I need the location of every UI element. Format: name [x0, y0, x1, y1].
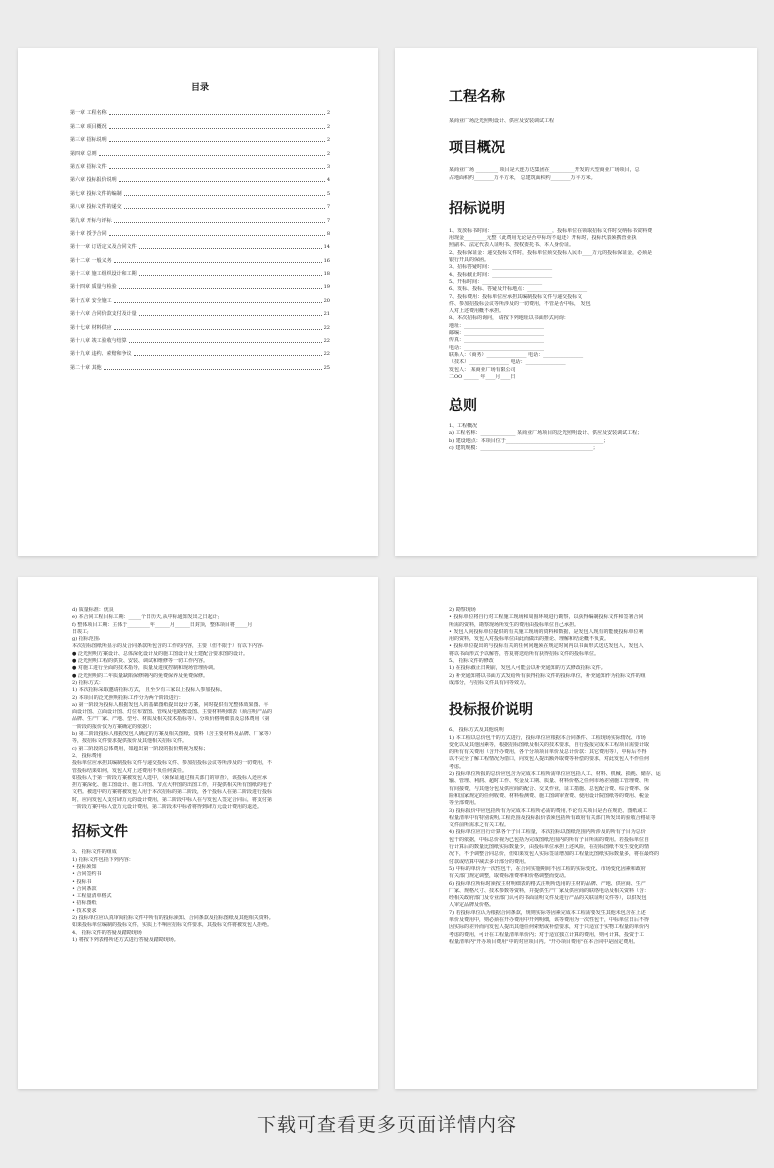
text-line: 照副本、法定代表人证明书、授权委托书、本人身份证。 [449, 242, 575, 249]
text-line: 时，应向发包人支付肆万元的设计费用，第二阶段中标人在与发包人签定合同后，将支付第 [72, 796, 273, 803]
toc-entry-page: 2 [326, 123, 330, 130]
heading-overview: 项目概况 [449, 140, 505, 157]
text-line: 投标单位应承担其编制投标文件与递交投标文件、参加招投标会议等所涉及的一切费用，不 [72, 760, 273, 767]
text-line: 7) 若投标单位认为根据合同条款，规则实际等因素完成本工程需要发生其他未包含在上述 [449, 909, 646, 916]
text-line: （技术）________________ 电话：________________ [449, 359, 566, 366]
overview-text [449, 167, 705, 182]
general-text [449, 423, 705, 452]
text-line: 成部分，与招标文件具有同等效力。 [449, 679, 530, 686]
text-line: 品牌、生产厂家、产地、型号、材质及相关技术指标等）、分项价格明细表及总体费用（第 [72, 716, 270, 723]
text-line: 二OO ______ 年____月____日 [449, 373, 516, 380]
text-line: 1、发放标书时间：________________________，投标单位在领取招标文件时交纳标书资料费 [449, 227, 653, 234]
toc-entry-page: 16 [323, 257, 330, 264]
toc-entry-page: 2 [326, 150, 330, 157]
text-line: 占地面积约________万平方米， 总建筑面积约________万平方米。 [449, 174, 596, 181]
toc-entry-label: 第十章 授予合同 [70, 230, 107, 237]
toc-leader-dots [139, 248, 322, 249]
toc-entry-label: 第十八章 竣工验收与结算 [70, 338, 127, 345]
text-line: 1) 招标文件包括下列内容： [72, 856, 134, 863]
text-line: 考虑。 [449, 763, 465, 770]
toc-entry-page: 25 [323, 364, 330, 371]
page-4 [395, 577, 757, 1089]
toc-entry-label: 第十七章 材料供应 [70, 324, 112, 331]
toc-leader-dots [119, 288, 322, 289]
toc-leader-dots [119, 181, 325, 182]
text-line: • 合同签约书 [72, 871, 102, 878]
text-line: 文档。被选中的方案将被发包人用于本次招标的第二阶段，各个投标人在第二阶段进行投标 [72, 789, 273, 796]
text-line: 文件前所需求之有关工程。 [449, 822, 510, 829]
toc-entry-label: 第十六章 合同价款支付及计量 [70, 311, 137, 318]
text-line: e) 本合同工程目标工期：_____个日历天,从中标通知发出之日起计; [72, 614, 220, 621]
text-line: 6) 投标单位所标时须按主材明细表的格式注明所选用的主材的品牌、产地、供应商、生产 [449, 880, 646, 887]
text-line: 2、 投标费用 [72, 752, 102, 759]
text-line: 4) 投标单位应自行计算各个子目工程量，本次招标以图纸范围内所涉及的所有子目为总价 [449, 829, 646, 836]
text-line: 某商业广场 _________ 项目是大连万达集团在__________开发的大型商业广场项目，总 [449, 167, 640, 174]
text-line: 传真：________________________________ [449, 337, 545, 344]
text-line: b) 第二阶段投标人根据发包人确定的方案及相关图纸、资料（含主要材料及品牌、厂家等） [72, 731, 274, 738]
toc-leader-dots [114, 262, 322, 263]
toc-entry[interactable] [70, 197, 330, 210]
text-line: 以不完全了解工程情况为借口，向发包人提出额外取费等补偿的要求，对此发包人不作任何 [449, 756, 650, 763]
toc-entry-label: 第十二章 一般义务 [70, 257, 112, 264]
text-line: c) 建筑规模：_____________________________________________； [449, 445, 598, 452]
text-line: 1) 本工程以总价包干的方式进行，投标单位应根据本合同条件、工程现场实际情况、市场 [449, 734, 646, 741]
text-line: 银行开具的保函。 [449, 257, 490, 264]
text-line: g) 招标范围: [72, 636, 101, 643]
text-line: 电话：________________________________ [449, 344, 545, 351]
toc-entry[interactable] [70, 224, 330, 237]
toc-leader-dots [109, 141, 325, 142]
text-line: d) 质量标准：优良 [72, 607, 114, 613]
toc-entry-label: 第十三章 施工组织设计和工期 [70, 271, 137, 278]
text-line: 单价及费用中，则必须在开办费用中开列明细，该等费用为一次性包干，中标单位日后不得 [449, 916, 650, 923]
text-line: 用现金_________元整（此费用无论是否中标均不退还）开标时，投标代表须携营业执 [449, 235, 637, 242]
text-line: 有关部门规定调整，取费标准费率和价格调整而变动。 [449, 873, 570, 880]
text-line: • 工程量清单格式 [72, 893, 112, 900]
text-line: 4、投标截止时间：________________________ [449, 271, 553, 278]
text-line: • 合同条款 [72, 885, 97, 892]
text-line: 付款或结算中减去多计部分的费用。 [449, 858, 530, 865]
toc-entry[interactable] [70, 304, 330, 317]
text-line: 5、开标时间：________________________ [449, 278, 543, 285]
page-4-body-text [449, 607, 705, 687]
toc-entry-page: 22 [323, 324, 330, 331]
toc-entry-page: 21 [323, 311, 330, 318]
toc-entry[interactable] [70, 210, 330, 223]
toc-entry-page: 7 [326, 204, 330, 211]
text-line: • 投标须知 [72, 863, 97, 870]
toc-entry[interactable] [70, 264, 330, 277]
toc-entry-page: 8 [326, 230, 330, 237]
text-line: ● 对施工进行全面的技术指导，质量及进度控制和现场管理协调。 [72, 665, 218, 672]
toc-entry-page: 3 [326, 163, 330, 170]
text-line: • 技术要求 [72, 907, 97, 914]
text-line: 等全部费用。 [449, 800, 480, 807]
toc-entry-label: 第五章 招标文件 [70, 163, 107, 170]
toc-entry[interactable] [70, 290, 330, 303]
toc-entry[interactable] [70, 277, 330, 290]
toc-entry-page: 18 [323, 271, 330, 278]
toc-entry-label: 第十五章 安全施工 [70, 297, 112, 304]
text-line: • 发包人向投标单位提供的有关施工现场的资料和数据，是发包人现有的能使投标单位利 [449, 628, 644, 635]
toc-entry[interactable] [70, 317, 330, 330]
toc-entry-label: 第六章 投标报价说明 [70, 177, 117, 184]
text-line: 一阶段方案中标人壹万元设计费用，第二阶段未中标者将得到肆万元设计费用的退还。 [72, 804, 263, 811]
text-line: 2) 补充通知将以书面方式发给所有获得招标文件的投标单位，补充通知作为招标文件的组 [449, 672, 646, 679]
toc-entry[interactable] [70, 116, 330, 129]
text-line: 用的资料，发包人对投标单位由此而做出的推论、理解和结论概不负责。 [449, 636, 610, 643]
toc-entry[interactable] [70, 143, 330, 156]
text-line: 的所有有关费用（含开办费用，各个分项项目单价及总计价款：其它费用等），中标后不得 [449, 749, 647, 756]
text-line: 4、 招标文件的答疑及踏勘现场 [72, 929, 142, 936]
text-line: 面设计图、立面设计图、灯位布置图、管线及电路敷设图、主要材料明细表（须注明产品的 [72, 709, 273, 716]
text-line: 日竣工; [72, 628, 89, 635]
toc-entry-label: 第一章 工程名称 [70, 110, 107, 117]
text-line: 发包人： 某商业广场有限公司 [449, 366, 516, 373]
toc-leader-dots [109, 235, 325, 236]
toc-title: 目录 [190, 83, 209, 93]
toc-entry-label: 第十九章 违约、索赔和争议 [70, 351, 132, 358]
text-line: 等，按招标文件要求提供报价及其他相关招标文件。 [72, 738, 188, 745]
text-line: ● 泛光照明工程的供货、安装、调试和维修等一切工作内容。 [72, 658, 208, 665]
text-line: a) 第一阶段为投标人根据发包人的基础图纸提出设计方案，同时提供有光整体效果图、平 [72, 701, 269, 708]
text-line: 3) 投标报价中应包括所有为完成本工程所必需的费用,不论有关项目是否在规范、图纸或工 [449, 807, 648, 814]
text-line: 将以书面形式予以解答，答复将送给所有获得招标文件的投标单位。 [449, 650, 600, 657]
text-line: 2) 本项目的泛光照明招标工作分为两个阶段进行： [72, 694, 184, 701]
toc-entry-label: 第九章 开标与评标 [70, 217, 112, 224]
toc-leader-dots [124, 208, 325, 209]
text-line: 2) 投标单位应认真审阅招标文件中所有的投标须知、合同条款及招标图纸及其他相关资料。 [72, 914, 274, 921]
text-line: 一阶段的报价仅为方案确定的依据）； [72, 723, 155, 730]
text-line: 6、发标、投标、答疑及开标地点：________________________ [449, 286, 588, 293]
text-line: 件、参加招投标会议等所涉及的一切费用，不管是否中标， 发包 [449, 300, 591, 307]
text-line: 因实际的差异而向发包人提出其他任何索赔或补偿要求，对于只适宜于实物工程量的单价内 [449, 924, 650, 931]
text-line: ● 泛光照明方案设计、总体深化设计及的施工图设计及土建配合要求图的设计。 [72, 650, 248, 657]
toc-entry-page: 7 [326, 217, 330, 224]
text-line: b) 建设地点：本项目位于_______________________________________； [449, 437, 609, 444]
text-line: 1、工程概况 [449, 423, 478, 430]
toc-leader-dots [99, 155, 325, 156]
text-line: 5、 招标文件的修改 [449, 658, 494, 665]
page-toc [18, 48, 378, 556]
text-line: 2) 投标单位所报的总价应包含为完成本工程所需单位应包括人工、材料、机械、损耗、储存、运 [449, 771, 661, 778]
toc-entry[interactable] [70, 331, 330, 344]
text-line: 输、管理、利润、超时工作、奖金及工期、质量、材料价格之任何市场差别施工管理费、所 [449, 778, 650, 785]
text-line: 人对上述费用概不承担。 [449, 308, 505, 315]
toc-leader-dots [124, 195, 325, 196]
text-line: 行计算后的数量比图纸实际数量少，由投标单位承担上述风险，在招标图纸不发生变化的情 [449, 844, 650, 851]
text-line: f) 整体项目工期：主体于_________年______月______日封顶，整体项目将_____月 [72, 621, 253, 628]
toc-entry-page: 20 [323, 297, 330, 304]
text-line: 程量清单中有特别说明,工程范围及投标报价表须包括所有政府有关部门所发出的验收合格证等 [449, 814, 656, 821]
bid-instructions-text [449, 228, 705, 381]
text-line: 邮编：________________________________ [449, 330, 545, 337]
quote-instructions-text [449, 727, 705, 946]
toc-leader-dots [129, 342, 322, 343]
toc-entry[interactable] [70, 357, 330, 370]
text-line: 地址：________________________________ [449, 322, 545, 329]
text-line: • 投标书 [72, 878, 92, 885]
page-2 [395, 48, 757, 556]
project-name-text: 某商业广场泛光照明设计、供应及安装调试工程 [449, 118, 555, 124]
heading-quote-instructions: 投标报价说明 [449, 702, 533, 719]
toc-entry-label: 第四章 总则 [70, 150, 97, 157]
toc-entry-label: 第十四章 质量与检验 [70, 284, 117, 291]
text-line: 1) 将按下列表格所述方式进行答疑及踏勘现场。 [72, 936, 179, 943]
toc-leader-dots [114, 222, 325, 223]
toc-leader-dots [114, 329, 322, 330]
toc-leader-dots [109, 114, 325, 115]
toc-entry-label: 第十一章 订语定义及合同文件 [70, 244, 137, 251]
toc-entry-page: 19 [323, 284, 330, 291]
heading-tender-documents: 招标文件 [72, 824, 128, 841]
text-line: 包干的依据，中标总价视为已包括为完成图纸范围内的所有子目所需的费用。若投标单位自 [449, 836, 650, 843]
text-line: 有间接费，与其他分包及供应商的配合、交叉作业，证工措施、总包配合费、综合费率、保 [449, 785, 650, 792]
text-line: 2、投标保证金：递交投标文件时，投标单位须交投标人民币____万元的投标保证金，必须是 [449, 249, 653, 256]
text-line: • 投标单位提出的与投标有关的任何问题须在规定时间内以书面形式送达发包人，发包人 [449, 643, 644, 650]
toc-entry[interactable] [70, 103, 330, 116]
text-line: 6、 投标方式及其他说明 [449, 727, 504, 734]
page-3 [18, 577, 378, 1089]
page-3-body-text [72, 607, 338, 811]
toc-entry-page: 2 [326, 137, 330, 144]
text-line: • 投标单位将自行对工程施工现场和周围环境进行勘察，以获得编制投标文件和签署合同 [449, 614, 644, 621]
text-line: 经相关政府部门及专业部门认可的书面证明文件及进行产品的关联证明文件等），以供发包 [449, 895, 647, 902]
text-line: 3、招标答疑时间：________________________ [449, 264, 553, 271]
text-line: 3、 招标文件的组成 [72, 849, 117, 856]
toc-entry-page: 22 [323, 351, 330, 358]
text-line: 管投标结果如何，发包人对上述费用不负任何责任。 [72, 767, 188, 774]
text-line: ● 泛光照明的二年质量缺陷保修期内的免费保养及免费保修。 [72, 672, 208, 679]
download-more-footer[interactable]: 下载可查看更多页面详情内容 [256, 1114, 517, 1136]
text-line: 1) 本次招标采取邀请招标方式， 且至少有三家以上投标人参加投标。 [72, 687, 226, 694]
text-line: 5) 中标的单价为一次性包干，在合同实施期间不因工程的实际变化、市场变化因素和政府 [449, 865, 646, 872]
toc-entry-page: 5 [326, 190, 330, 197]
text-line: a) 工程名称：______________ 某商业广场项目的泛光照明设计、供应及安装调试工程； [449, 430, 643, 437]
toc-entry[interactable] [70, 237, 330, 250]
toc-leader-dots [139, 275, 322, 276]
text-line: 厂家、规格尺寸、技术参数等资料，并提供生产厂家及供应商的联络电话及相关资料（含： [449, 887, 650, 894]
heading-project-name: 工程名称 [449, 89, 505, 105]
toc-entry-label: 第二十章 其他 [70, 364, 102, 371]
text-line: 1) 在投标截止日期前，发包人可能会以补充通知的方式修改招标文件。 [449, 665, 606, 672]
text-line: 考虑的费用，可计在工程量清单单价内；对于适宜独立计算的费用，则可计算，投资于工 [449, 931, 645, 938]
text-line: 况下，不予调整合同总价，但如果发包人实际签证增加的工程量比图纸实际数量多，将在最终的 [449, 851, 660, 858]
text-line: 联系人：（商务）________________ 电话：________________ [449, 351, 584, 358]
toc-entry[interactable] [70, 170, 330, 183]
text-line: 如投标人于第一阶段方案被发包人选中，（须保证通过相关部门的审查），该投标人还应承 [72, 774, 268, 781]
toc-entry-label: 第二章 项目概况 [70, 123, 107, 130]
text-line: 本次招标图纸所显示的及合同条款所包含的工作的内容，主要（但不限于）有以下内容: [72, 643, 264, 650]
text-line: 2) 勘察现场 [449, 607, 476, 613]
text-line: 所需的资料，勘察现场所发生的费用由投标单位自己承担。 [449, 621, 580, 628]
text-line: c) 第二阶段的总体费用，如超出第一阶段的报价则视为废标； [72, 745, 209, 752]
text-line: 担方案深化、施工图设计、施工详图、节点大样图的出图工作，并提供相关所有图纸的电子 [72, 782, 273, 789]
toc-entry[interactable] [70, 157, 330, 170]
toc-list [70, 103, 330, 371]
heading-general: 总则 [449, 398, 477, 415]
toc-entry-page: 4 [326, 177, 330, 184]
text-line: • 招标图纸 [72, 900, 97, 907]
toc-leader-dots [114, 302, 322, 303]
toc-entry[interactable] [70, 130, 330, 143]
toc-entry-label: 第三章 招标说明 [70, 137, 107, 144]
toc-entry-label: 第七章 投标文件的编制 [70, 190, 122, 197]
toc-leader-dots [109, 168, 325, 169]
toc-leader-dots [104, 369, 322, 370]
toc-entry[interactable] [70, 250, 330, 263]
text-line: 如果投标单位编制的投标文件，实质上不响应招标文件要求，其投标文件将被发包人拒绝。 [72, 922, 273, 929]
text-line: 8、本次招标的询问， 请按下列地址以书面形式问询： [449, 315, 569, 322]
toc-leader-dots [139, 315, 322, 316]
toc-entry[interactable] [70, 183, 330, 196]
toc-leader-dots [109, 128, 325, 129]
text-line: 2) 招标方式： [72, 679, 104, 686]
toc-entry-page: 14 [323, 244, 330, 251]
toc-entry-page: 22 [323, 338, 330, 345]
tender-documents-text [72, 849, 338, 944]
text-line: 人审定品牌及价格。 [449, 902, 495, 909]
heading-bid-instructions: 招标说明 [449, 200, 505, 217]
toc-leader-dots [134, 355, 322, 356]
text-line: 变化以及其他因素等，根据招标图纸及相关的技术要求，自行投报完成本工程项目需要计取 [449, 741, 650, 748]
toc-entry-label: 第八章 投标文件的递交 [70, 204, 122, 211]
text-line: 程量清单内"开办项目费用"中的对应项目内。"开办项目费用"在本合同中是固定费用。 [449, 938, 639, 945]
text-line: 险和国家规定的任何收费、材料检测费、施工图调审查费、使用设计院图纸等的费用、税金 [449, 792, 650, 799]
toc-entry[interactable] [70, 344, 330, 357]
toc-entry-page: 2 [326, 110, 330, 117]
text-line: 7、投标费用：投标单位应承担其编制投标文件与递交投标文 [449, 293, 583, 300]
